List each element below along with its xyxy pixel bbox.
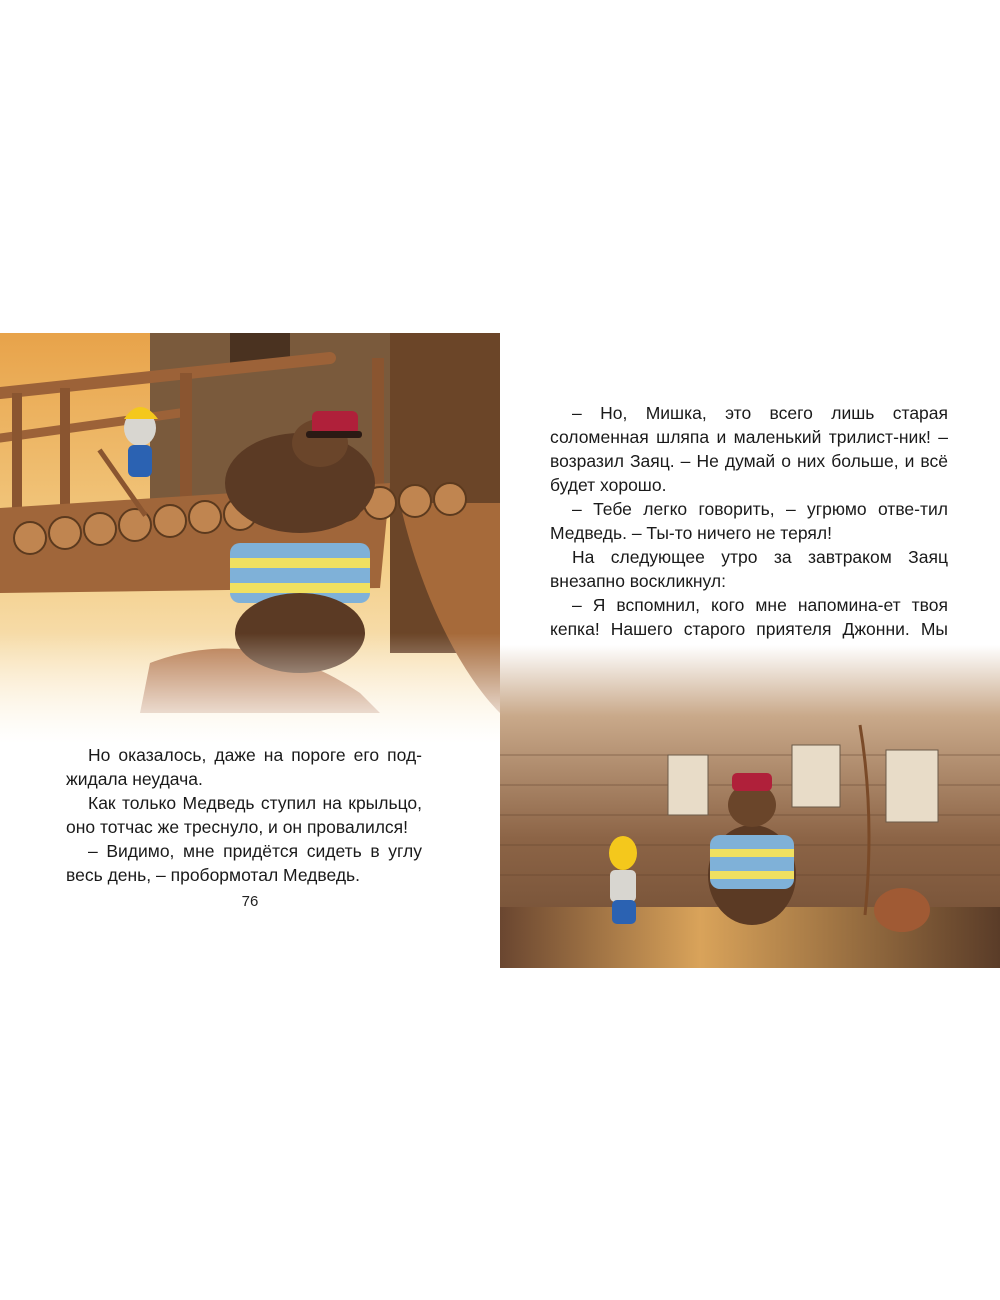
paragraph: Но оказалось, даже на пороге его под-жидала неудача. — [66, 745, 422, 789]
paragraph: – Но, Мишка, это всего лишь старая соломенная шляпа и маленький трилист-ник! – возразил Заяц. – Не думай о них больше, и всё будет хорошо. — [550, 403, 948, 495]
treehouse-illustration — [0, 333, 500, 743]
room-illustration — [500, 645, 1000, 968]
left-page — [0, 333, 500, 968]
paragraph: Как только Медведь ступил на крыльцо, оно тотчас же треснуло, и он провалился! — [66, 793, 422, 837]
right-page — [500, 333, 1000, 968]
page-number: 76 — [241, 893, 259, 910]
book-spread — [0, 333, 1000, 968]
paragraph: – Видимо, мне придётся сидеть в углу весь день, – пробормотал Медведь. — [66, 841, 422, 885]
left-page-text — [66, 743, 422, 887]
paragraph: На следующее утро за завтраком Заяц внезапно воскликнул: — [550, 547, 948, 591]
paragraph: – Я вспомнил, кого мне напомина-ет твоя кепка! Нашего старого приятеля Джонни. Мы — [550, 595, 948, 639]
paragraph: – Тебе легко говорить, – угрюмо отве-тил Медведь. – Ты-то ничего не терял! — [550, 499, 948, 543]
